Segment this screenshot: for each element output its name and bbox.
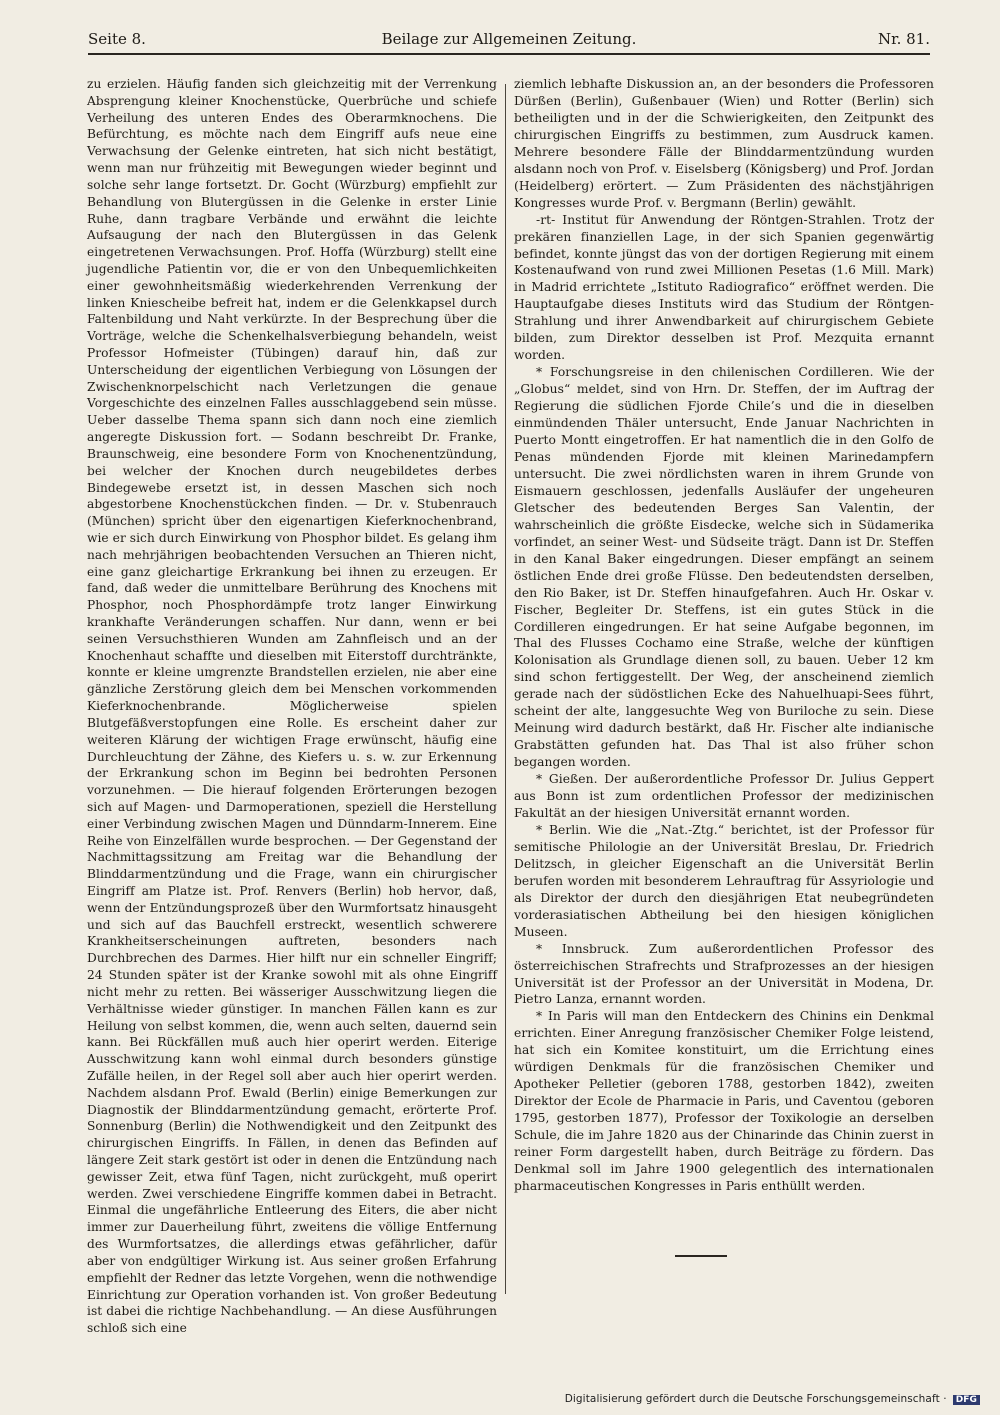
end-rule xyxy=(675,1255,727,1257)
article-giessen: * Gießen. Der außerordentliche Professor Dr. Julius Geppert aus Bonn ist zum ordentlichen Professor der medizinischen Fakultät an der hiesigen Universität ernannt worden. xyxy=(514,772,934,820)
article-paris: * In Paris will man den Entdeckern des Chinins ein Denkmal errichten. Einer Anregung französischer Chemiker Folge leistend, hat sich ein Komitee konstituirt, um die Errichtung eines würdigen Denkmals für die französischen Chemiker und Apotheker Pelletier (geboren 1788, gestorben 1842), zweiten Direktor der Ecole de Pharmacie in Paris, und Caventou (geboren 1795, gestorben 1877), Professor der Toxikologie an derselben Schule, die im Jahre 1820 aus der Chinarinde das Chinin zuerst in reiner Form dargestellt haben, durch Beiträge zu fördern. Das Denkmal soll im Jahre 1900 gelegentlich des internationalen pharmaceutischen Kongresses in Paris enthüllt werden. xyxy=(514,1009,934,1193)
footer-credit: Digitalisierung gefördert durch die Deutsche Forschungsgemeinschaft · xyxy=(564,1393,947,1405)
issue-number: Nr. 81. xyxy=(877,30,930,48)
article-berlin: * Berlin. Wie die „Nat.-Ztg.“ berichtet, ist der Professor für semitische Philologie an der Universität Breslau, Dr. Friedrich Delitzsch, in gleicher Eigenschaft an die Universität Berlin berufen worden mit besonderem Lehrauftrag für Assyriologie und als Direktor der durch den diesjährigen Etat neubegründeten vorderasiatischen Abtheilung bei den hiesigen königlichen Museen. xyxy=(514,822,934,939)
publication-title: Beilage zur Allgemeinen Zeitung. xyxy=(381,30,637,48)
dfg-logo: DFG xyxy=(953,1395,980,1405)
article-innsbruck: * Innsbruck. Zum außerordentlichen Professor des österreichischen Strafrechts und Strafprozesses an der hiesigen Universität ist der Professor an der Universität in Modena, Dr. Pietro Lanza, ernannt worden. xyxy=(514,941,934,1007)
article-text: ziemlich lebhafte Diskussion an, an der besonders die Professoren Dürßen (Berlin), Gußenbauer (Wien) und Rotter (Berlin) sich betheiligten und in der die Schwierigkeiten, den Zeitpunkt des chirurgischen Eingriffs zu bestimmen, zum Ausdruck kamen. Mehrere besondere Fälle der Blinddarmentzündung wurden alsdann noch von Prof. v. Eiselsberg (Königsberg) und Prof. Jordan (Heidelberg) erörtert. — Zum Präsidenten des nächstjährigen Kongresses wurde Prof. v. Bergmann (Berlin) gewählt. xyxy=(514,77,934,210)
article-cordilleren: * Forschungsreise in den chilenischen Cordilleren. Wie der „Globus“ meldet, sind von Hrn. Dr. Steffen, der im Auftrag der Regierung die südlichen Fjorde Chile’s und die in dieselben einmündenden Thäler untersucht, Ende Januar Nachrichten in Puerto Montt eingetroffen. Er hat namentlich die in den Golfo de Penas mündenden Fjorde mit kleinen Marinedampfern untersucht. Die zwei nördlichsten waren in ihrem Grunde von Eismauern geschlossen, jedenfalls Ausläufer der ungeheuren Gletscher des bedeutenden Berges San Valentin, der wahrscheinlich die größte Eisdecke, welche sich in Südamerika vorfindet, an seiner West- und Südseite trägt. Dann ist Dr. Steffen in den Kanal Baker eingedrungen. Dieser empfängt an seinem östlichen Ende drei große Flüsse. Den bedeutendsten derselben, den Rio Baker, ist Dr. Steffen hinaufgefahren. Auch Hr. Oskar v. Fischer, Begleiter Dr. Steffens, ist ein gutes Stück in die Cordilleren eingedrungen. Er hat seine Aufgabe begonnen, im Thal des Flusses Cochamo eine Straße, welche der künftigen Kolonisation als Grundlage dienen soll, zu bauen. Ueber 12 km sind schon fertiggestellt. Der Weg, der anscheinend ziemlich gerade nach der südöstlichen Ecke des Nahuelhuapi-Sees führt, scheint der alte, langgesuchte Weg von Buriloche zu sein. Diese Meinung wird dadurch bestärkt, daß Hr. Fischer alte indianische Grabstätten gefunden hat. Das Thal ist also früher schon begangen worden. xyxy=(514,365,934,770)
header-rule xyxy=(88,53,930,55)
left-column xyxy=(87,76,497,1337)
column-divider xyxy=(505,84,506,1294)
page-number: Seite 8. xyxy=(88,30,146,48)
right-column xyxy=(514,76,934,1195)
footer xyxy=(560,1393,980,1411)
article-roentgen: -rt- Institut für Anwendung der Röntgen-Strahlen. Trotz der prekären finanziellen Lage, in der sich Spanien gegenwärtig befindet, konnte jüngst das von der dortigen Regierung mit einem Kostenaufwand von rund zwei Millionen Pesetas (1.6 Mill. Mark) in Madrid errichtete „Istituto Radiografico“ eröffnet werden. Die Hauptaufgabe dieses Instituts wird das Studium der Röntgen-Strahlung und ihrer Anwendbarkeit auf chirurgischem Gebiete bilden, zum Direktor desselben ist Prof. Mezquita ernannt worden. xyxy=(514,212,934,363)
article-text: zu erzielen. Häufig fanden sich gleichzeitig mit der Verrenkung Absprengung kleiner Knochenstücke, Querbrüche und schiefe Verheilung des unteren Endes des Oberarmknochens. Die Befürchtung, es möchte nach dem Eingriff aufs neue eine Verwachsung der Gelenke eintreten, hat sich nicht bestätigt, wenn man nur frühzeitig mit Bewegungen wieder beginnt und solche sehr lange fortsetzt. Dr. Gocht (Würzburg) empfiehlt zur Behandlung von Blutergüssen in die Gelenke in erster Linie Ruhe, dann tragbare Verbände und erwähnt die leichte Aufsaugung der nach den Blutergüssen in das Gelenk eingetretenen Verwachsungen. Prof. Hoffa (Würzburg) stellt eine jugendliche Patientin vor, die er von den Unbequemlichkeiten einer gewohnheitsmäßig wiederkehrenden Verrenkung der linken Kniescheibe befreit hat, indem er die Gelenkkapsel durch Faltenbildung und Naht verkürzte. In der Besprechung über die Vorträge, welche die Schenkelhalsverbiegung behandeln, weist Professor Hofmeister (Tübingen) darauf hin, daß zur Unterscheidung der eigentlichen Verbiegung von Lösungen der Zwischenknorpelschicht nach Verletzungen die genaue Vorgeschichte des einzelnen Falles ausschlaggebend sein müsse. Ueber dasselbe Thema spann sich dann noch eine ziemlich angeregte Diskussion fort. — Sodann beschreibt Dr. Franke, Braunschweig, eine besondere Form von Knochenentzündung, bei welcher der Knochen durch neugebildetes derbes Bindegewebe ersetzt ist, in dessen Maschen sich noch abgestorbene Knochenstückchen finden. — Dr. v. Stubenrauch (München) spricht über den eigenartigen Kieferknochenbrand, wie er sich durch Einwirkung von Phosphor bildet. Es gelang ihm nach mehrjährigen beobachtenden Versuchen an Thieren nicht, eine ganz gleichartige Erkrankung bei ihnen zu erzeugen. Er fand, daß weder die unmittelbare Berührung des Knochens mit Phosphor, noch Phosphordämpfe trotz langer Einwirkung krankhafte Veränderungen schaffen. Nur dann, wenn er bei seinen Versuchsthieren Wunden am Zahnfleisch und an der Knochenhaut schaffte und dieselben mit Eiterstoff durchtränkte, konnte er kleine umgrenzte Brandstellen erzielen, nie aber eine gänzliche Zerstörung gleich dem bei Menschen vorkommenden Kieferknochenbrande. Möglicherweise spielen Blutgefäßverstopfungen eine Rolle. Es erscheint daher zur weiteren Klärung der wichtigen Frage erwünscht, häufig eine Durchleuchtung der Zähne, des Kiefers u. s. w. zur Erkennung der Erkrankung schon im Beginn bei bedrohten Personen vorzunehmen. — Die hierauf folgenden Erörterungen bezogen sich auf Magen- und Darmoperationen, speziell die Herstellung einer Verbindung zwischen Magen und Dünndarm-Innerem. Eine Reihe von Einzelfällen wurde besprochen. — Der Gegenstand der Nachmittagssitzung am Freitag war die Behandlung der Blinddarmentzündung und die Frage, wann ein chirurgischer Eingriff am Platze ist. Prof. Renvers (Berlin) hob hervor, daß, wenn der Entzündungsprozeß über den Wurmfortsatz hinausgeht und sich auf das Bauchfell erstreckt, wesentlich schwerere Krankheitserscheinungen auftreten, besonders nach Durchbrechen des Darmes. Hier hilft nur ein schneller Eingriff; 24 Stunden später ist der Kranke sowohl mit als ohne Eingriff nicht mehr zu retten. Bei wässeriger Ausschwitzung liegen die Verhältnisse wieder günstiger. In manchen Fällen kann es zur Heilung von selbst kommen, die, wenn auch selten, dauernd sein kann. Bei Rückfällen muß auch hier operirt werden. Eiterige Ausschwitzung kann wohl einmal durch besonders günstige Zufälle heilen, in der Regel soll aber auch hier operirt werden. Nachdem alsdann Prof. Ewald (Berlin) einige Bemerkungen zur Diagnostik der Blinddarmentzündung gemacht, erörterte Prof. Sonnenburg (Berlin) die Nothwendigkeit und den Zeitpunkt des chirurgischen Eingriffs. In Fällen, in denen das Befinden auf längere Zeit stark gestört ist oder in denen die Entzündung nach gewisser Zeit, etwa fünf Tagen, nicht zurückgeht, muß operirt werden. Zwei verschiedene Eingriffe kommen dabei in Betracht. Einmal die ungefährliche Entleerung des Eiters, die aber nicht immer zur Dauerheilung führt, zweitens die völlige Entfernung des Wurmfortsatzes, die allerdings etwas gefährlicher, dafür aber von endgültiger Wirkung ist. Aus seiner großen Erfahrung empfiehlt der Redner das letzte Vorgehen, wenn die nothwendige Einrichtung zur Operation vorhanden ist. Von großer Bedeutung ist dabei die richtige Nachbehandlung. — An diese Ausführungen schloß sich eine xyxy=(87,77,497,1336)
